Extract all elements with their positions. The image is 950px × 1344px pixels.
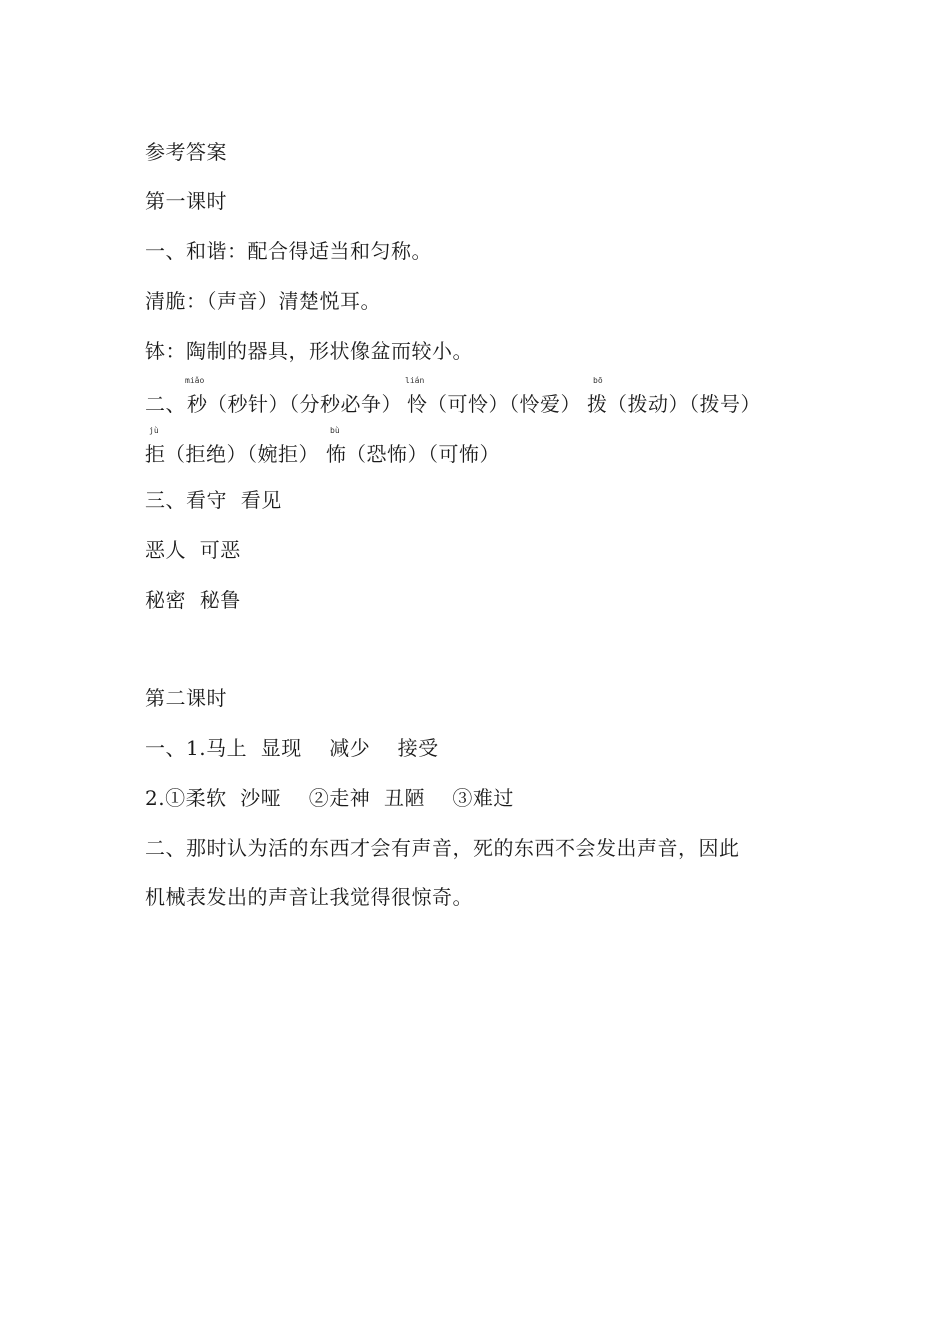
lesson1-q3-line1: 三、看守 看见 xyxy=(145,488,282,512)
word-char: 拒 xyxy=(145,442,166,466)
pinyin-annotation: jù xyxy=(149,426,159,435)
lesson1-q3-line2: 恶人 可恶 xyxy=(145,538,241,562)
lesson1-heading: 第一课时 xyxy=(145,189,227,213)
word-char: 秒 xyxy=(187,392,208,416)
word-char: 怜 xyxy=(407,392,428,416)
word-examples: （拨动）（拨号） xyxy=(607,392,761,416)
lesson1-q1-line2: 清脆：（声音）清楚悦耳。 xyxy=(145,289,381,313)
word-char: 怖 xyxy=(326,442,347,466)
pinyin-annotation: bù xyxy=(330,426,340,435)
word-examples: （拒绝）（婉拒） xyxy=(165,442,319,466)
word-examples: （可怜）（怜爱） xyxy=(427,392,581,416)
lesson1-q2-row1 xyxy=(145,376,845,422)
pinyin-annotation: bō xyxy=(593,376,603,385)
lesson2-heading: 第二课时 xyxy=(145,686,227,710)
q2-prefix: 二、 xyxy=(145,392,186,416)
document-title: 参考答案 xyxy=(145,140,227,164)
lesson2-q1-line1: 一、1.马上 显现 减少 接受 xyxy=(145,736,439,760)
word-char: 拨 xyxy=(587,392,608,416)
lesson1-q1-line1: 一、和谐：配合得适当和匀称。 xyxy=(145,239,432,263)
lesson1-q3-line3: 秘密 秘鲁 xyxy=(145,588,241,612)
lesson2-q1-line2: 2.①柔软 沙哑 ②走神 丑陋 ③难过 xyxy=(145,786,514,810)
lesson2-q2-line1: 二、那时认为活的东西才会有声音，死的东西不会发出声音，因此 xyxy=(145,836,740,860)
word-examples: （秒针）（分秒必争） xyxy=(207,392,402,416)
lesson2-q2-line2: 机械表发出的声音让我觉得很惊奇。 xyxy=(145,885,473,909)
lesson1-q1-line3: 钵：陶制的器具，形状像盆而较小。 xyxy=(145,339,473,363)
pinyin-annotation: lián xyxy=(405,376,425,385)
word-examples: （恐怖）（可怖） xyxy=(346,442,500,466)
pinyin-annotation: miǎo xyxy=(185,376,205,385)
lesson1-q2-row2 xyxy=(145,426,845,472)
